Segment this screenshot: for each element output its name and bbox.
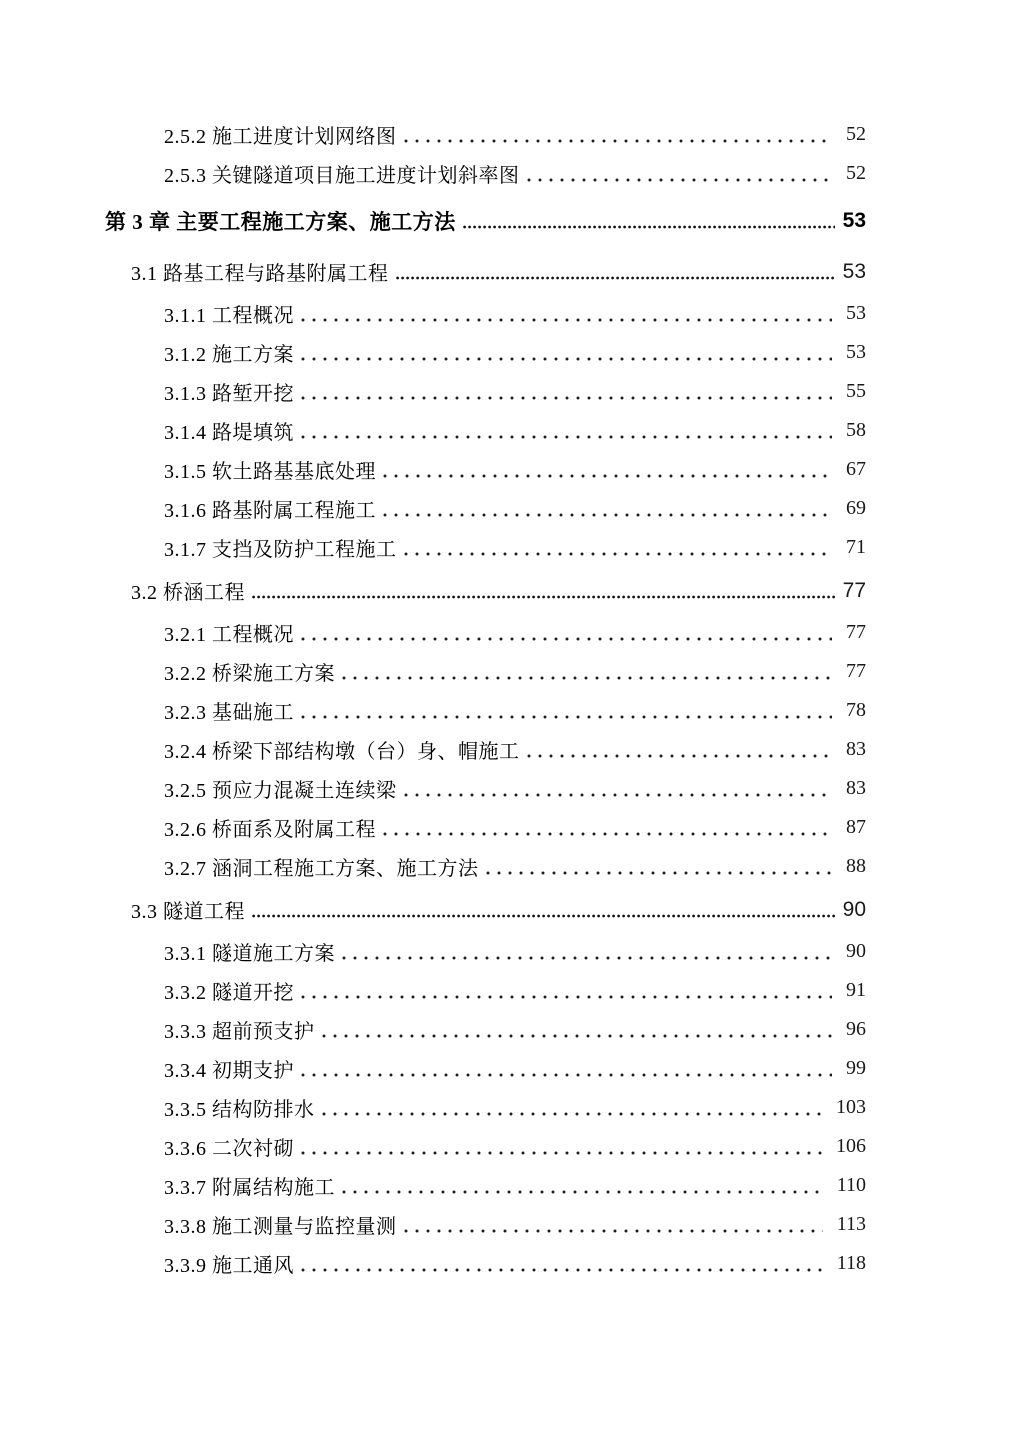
dot-leader <box>335 941 846 963</box>
dot-leader <box>294 381 846 403</box>
toc-entry-label: 3.1.3 路堑开挖 <box>164 383 294 405</box>
toc-entry-label: 3.3.6 二次衬砌 <box>164 1138 294 1160</box>
toc-entry-label: 3.1.6 路基附属工程施工 <box>164 500 376 522</box>
toc-entry-label: 3.2.5 预应力混凝土连续梁 <box>164 780 397 802</box>
dot-leader <box>294 1253 837 1275</box>
toc-entry-page: 91 <box>846 979 866 1001</box>
toc-entry-label: 3.3.8 施工测量与监控量测 <box>164 1216 397 1238</box>
toc-entry <box>0 890 866 929</box>
dot-leader <box>520 163 847 185</box>
toc-entry-page: 69 <box>846 497 866 519</box>
toc-entry-page: 99 <box>846 1057 866 1079</box>
dot-leader <box>294 700 846 722</box>
dot-leader <box>376 817 846 839</box>
toc-entry-label: 3.3 隧道工程 <box>131 901 245 923</box>
dot-leader <box>294 622 846 644</box>
toc-entry <box>0 652 866 691</box>
toc-entry <box>0 528 866 567</box>
toc-entry-page: 52 <box>846 123 866 145</box>
toc-entry-page: 71 <box>846 536 866 558</box>
toc-entry-label: 3.2.6 桥面系及附属工程 <box>164 819 376 841</box>
toc-entry-page: 55 <box>846 380 866 402</box>
dot-leader <box>376 498 846 520</box>
toc-entry-page: 83 <box>846 738 866 760</box>
dot-leader <box>335 661 846 683</box>
toc-entry <box>0 1244 866 1283</box>
dot-leader <box>294 1136 836 1158</box>
toc-entry-page: 110 <box>836 1174 866 1196</box>
toc-entry <box>0 115 866 154</box>
toc-entry-page: 52 <box>846 162 866 184</box>
dot-leader <box>376 459 846 481</box>
toc-entry-page: 87 <box>846 816 866 838</box>
dot-leader <box>294 303 846 325</box>
toc-entry-page: 77 <box>846 660 866 682</box>
toc-entry <box>0 1049 866 1088</box>
toc-entry-page: 96 <box>846 1018 866 1040</box>
toc-entry <box>0 1205 866 1244</box>
toc-entry-page: 53 <box>846 302 866 324</box>
dot-leader <box>315 1097 837 1119</box>
dot-leader <box>479 856 847 878</box>
toc-entry <box>0 1166 866 1205</box>
toc-entry-label: 3.2.2 桥梁施工方案 <box>164 663 335 685</box>
toc-entry-page: 88 <box>846 855 866 877</box>
toc-entry <box>0 932 866 971</box>
dot-leader <box>335 1175 837 1197</box>
toc-entry <box>0 372 866 411</box>
toc-entry-label: 3.2.4 桥梁下部结构墩（台）身、帽施工 <box>164 741 520 763</box>
toc-entry-page: 58 <box>846 419 866 441</box>
toc-entry <box>0 847 866 886</box>
toc-entry <box>0 730 866 769</box>
dot-leader <box>520 739 847 761</box>
toc-entry <box>0 489 866 528</box>
toc-entry-page: 83 <box>846 777 866 799</box>
toc-entry-label: 3.2 桥涵工程 <box>131 582 245 604</box>
toc-entry-label: 3.1.7 支挡及防护工程施工 <box>164 539 397 561</box>
toc-entry-label: 3.1.4 路堤填筑 <box>164 422 294 444</box>
toc-entry-page: 90 <box>846 940 866 962</box>
toc-entry <box>0 769 866 808</box>
toc-entry-page: 67 <box>846 458 866 480</box>
toc-entry-label: 3.1.5 软土路基基底处理 <box>164 461 376 483</box>
dot-leader <box>397 1214 837 1236</box>
toc-entry-label: 3.3.3 超前预支护 <box>164 1021 315 1043</box>
toc-entry <box>0 613 866 652</box>
toc-entry-label: 3.1.1 工程概况 <box>164 305 294 327</box>
toc-entry <box>0 571 866 610</box>
toc-entry-label: 3.2.3 基础施工 <box>164 702 294 724</box>
toc-entry-label: 3.3.1 隧道施工方案 <box>164 943 335 965</box>
dot-leader <box>294 980 846 1002</box>
dot-leader <box>397 124 847 146</box>
dot-leader <box>397 778 847 800</box>
dot-leader <box>294 420 846 442</box>
toc-entry-label: 2.5.2 施工进度计划网络图 <box>164 126 397 148</box>
toc-entry-page: 77 <box>842 578 866 602</box>
toc-entry <box>0 201 866 240</box>
toc-entry-page: 90 <box>842 897 866 921</box>
toc-entry-label: 第 3 章 主要工程施工方案、施工方法 <box>105 209 456 234</box>
dot-leader <box>294 342 846 364</box>
toc-list <box>0 115 866 1283</box>
toc-entry <box>0 691 866 730</box>
toc-entry-page: 53 <box>846 341 866 363</box>
toc-entry-label: 3.3.9 施工通风 <box>164 1255 294 1277</box>
toc-entry <box>0 294 866 333</box>
toc-entry-label: 3.3.7 附属结构施工 <box>164 1177 335 1199</box>
toc-entry <box>0 252 866 291</box>
toc-entry <box>0 450 866 489</box>
dot-leader <box>315 1019 847 1041</box>
toc-entry <box>0 1088 866 1127</box>
toc-entry-page: 103 <box>836 1096 866 1118</box>
dot-leader <box>245 580 843 602</box>
dot-leader <box>397 537 847 559</box>
toc-entry <box>0 971 866 1010</box>
toc-entry-label: 3.2.1 工程概况 <box>164 624 294 646</box>
toc-entry <box>0 1127 866 1166</box>
toc-entry-page: 106 <box>836 1135 866 1157</box>
toc-entry <box>0 808 866 847</box>
toc-entry-label: 3.2.7 涵洞工程施工方案、施工方法 <box>164 858 479 880</box>
toc-entry-page: 118 <box>836 1252 866 1274</box>
toc-entry-label: 3.1.2 施工方案 <box>164 344 294 366</box>
toc-entry-page: 53 <box>842 208 866 232</box>
toc-entry <box>0 411 866 450</box>
toc-entry <box>0 333 866 372</box>
toc-entry <box>0 154 866 193</box>
dot-leader <box>294 1058 846 1080</box>
toc-entry-page: 77 <box>846 621 866 643</box>
dot-leader <box>389 261 843 283</box>
dot-leader <box>456 210 843 232</box>
toc-entry-page: 78 <box>846 699 866 721</box>
dot-leader <box>245 899 843 921</box>
toc-entry <box>0 1010 866 1049</box>
toc-entry-label: 3.3.2 隧道开挖 <box>164 982 294 1004</box>
toc-entry-label: 3.3.4 初期支护 <box>164 1060 294 1082</box>
toc-entry-label: 2.5.3 关键隧道项目施工进度计划斜率图 <box>164 165 520 187</box>
toc-entry-label: 3.3.5 结构防排水 <box>164 1099 315 1121</box>
toc-entry-label: 3.1 路基工程与路基附属工程 <box>131 263 389 285</box>
toc-entry-page: 113 <box>836 1213 866 1235</box>
toc-entry-page: 53 <box>842 259 866 283</box>
